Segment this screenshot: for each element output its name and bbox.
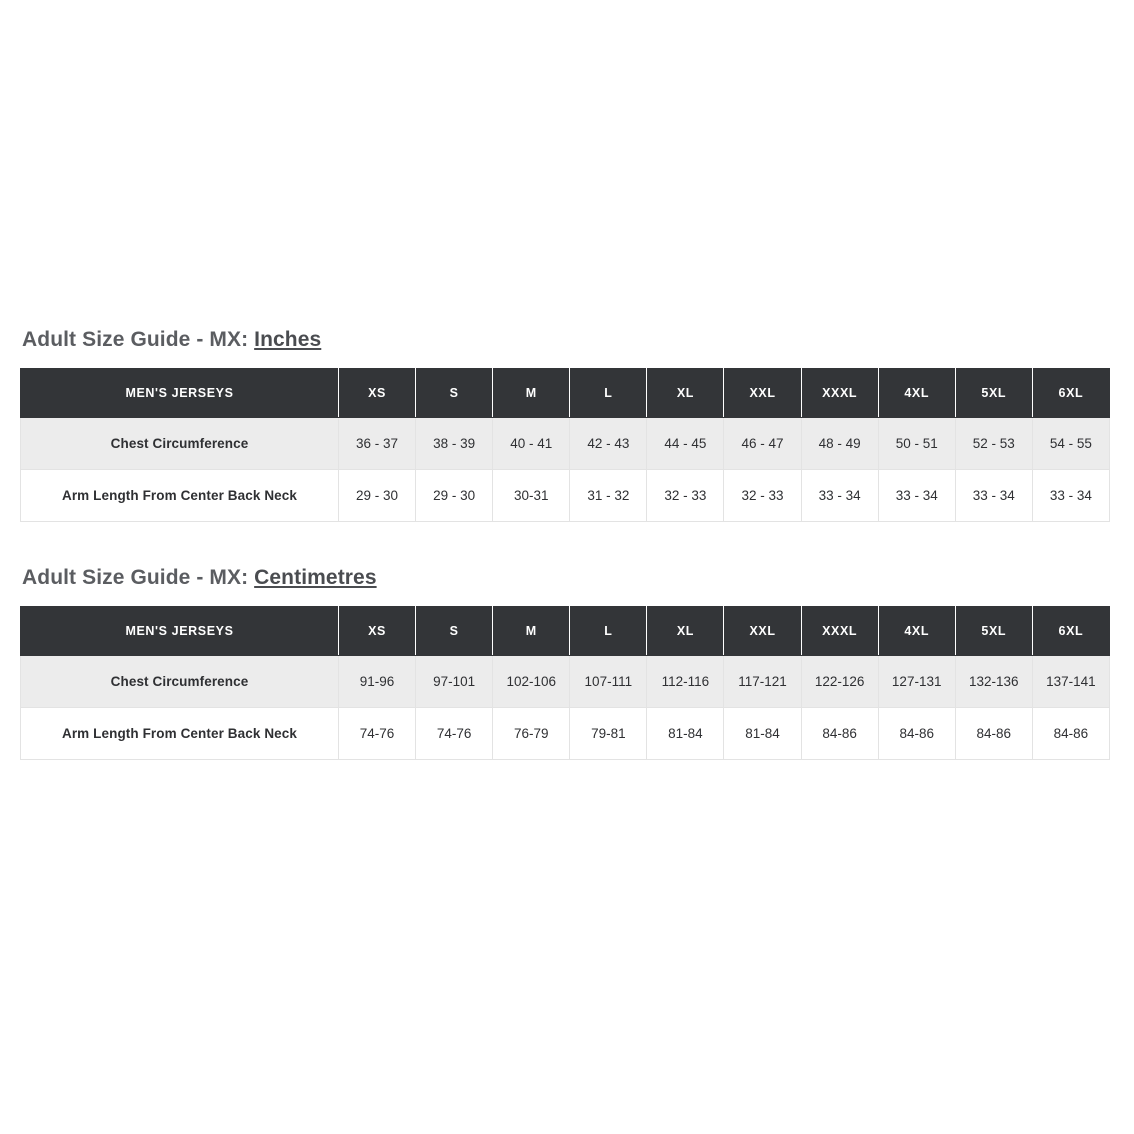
cell-arm-5xl: 33 - 34 xyxy=(955,470,1032,522)
cell-arm-l: 31 - 32 xyxy=(570,470,647,522)
column-header-xxl: XXL xyxy=(724,607,801,656)
cell-chest-xs: 91-96 xyxy=(339,656,416,708)
cell-arm-6xl: 33 - 34 xyxy=(1032,470,1109,522)
column-header-xxxl: XXXL xyxy=(801,607,878,656)
cell-arm-xl: 81-84 xyxy=(647,708,724,760)
cell-arm-4xl: 33 - 34 xyxy=(878,470,955,522)
row-label-chest-circumference: Chest Circumference xyxy=(21,656,339,708)
cell-chest-4xl: 50 - 51 xyxy=(878,418,955,470)
column-header-measurement: MEN'S JERSEYS xyxy=(21,369,339,418)
cell-chest-xxl: 117-121 xyxy=(724,656,801,708)
column-header-xxl: XXL xyxy=(724,369,801,418)
cell-chest-s: 38 - 39 xyxy=(416,418,493,470)
cell-arm-s: 74-76 xyxy=(416,708,493,760)
cell-arm-m: 76-79 xyxy=(493,708,570,760)
cell-chest-5xl: 132-136 xyxy=(955,656,1032,708)
table-header-inches xyxy=(21,369,1110,418)
cell-arm-s: 29 - 30 xyxy=(416,470,493,522)
column-header-4xl: 4XL xyxy=(878,607,955,656)
cell-chest-l: 107-111 xyxy=(570,656,647,708)
column-header-5xl: 5XL xyxy=(955,607,1032,656)
row-label-arm-length: Arm Length From Center Back Neck xyxy=(21,708,339,760)
cell-arm-l: 79-81 xyxy=(570,708,647,760)
size-guide-section-inches xyxy=(20,328,1114,522)
cell-chest-s: 97-101 xyxy=(416,656,493,708)
column-header-l: L xyxy=(570,369,647,418)
row-label-arm-length: Arm Length From Center Back Neck xyxy=(21,470,339,522)
cell-arm-xxxl: 84-86 xyxy=(801,708,878,760)
table-row xyxy=(21,708,1110,760)
table-row xyxy=(21,418,1110,470)
cell-arm-xxxl: 33 - 34 xyxy=(801,470,878,522)
cell-arm-4xl: 84-86 xyxy=(878,708,955,760)
cell-chest-xxxl: 48 - 49 xyxy=(801,418,878,470)
table-header-row xyxy=(21,607,1110,656)
cell-chest-m: 40 - 41 xyxy=(493,418,570,470)
section-title-prefix: Adult Size Guide - MX: xyxy=(22,328,249,351)
cell-arm-xxl: 32 - 33 xyxy=(724,470,801,522)
cell-arm-5xl: 84-86 xyxy=(955,708,1032,760)
table-body-centimetres xyxy=(21,656,1110,760)
column-header-measurement: MEN'S JERSEYS xyxy=(21,607,339,656)
cell-chest-xxxl: 122-126 xyxy=(801,656,878,708)
cell-chest-xxl: 46 - 47 xyxy=(724,418,801,470)
cell-arm-m: 30-31 xyxy=(493,470,570,522)
page-title-inches xyxy=(22,328,1114,352)
page-title-centimetres xyxy=(22,566,1114,590)
column-header-xl: XL xyxy=(647,607,724,656)
column-header-xl: XL xyxy=(647,369,724,418)
cell-arm-xs: 29 - 30 xyxy=(339,470,416,522)
column-header-xxxl: XXXL xyxy=(801,369,878,418)
cell-chest-4xl: 127-131 xyxy=(878,656,955,708)
cell-chest-6xl: 54 - 55 xyxy=(1032,418,1109,470)
cell-chest-6xl: 137-141 xyxy=(1032,656,1109,708)
section-title-prefix: Adult Size Guide - MX: xyxy=(22,566,249,589)
column-header-5xl: 5XL xyxy=(955,369,1032,418)
column-header-4xl: 4XL xyxy=(878,369,955,418)
cell-chest-xs: 36 - 37 xyxy=(339,418,416,470)
table-body-inches xyxy=(21,418,1110,522)
column-header-s: S xyxy=(416,607,493,656)
column-header-m: M xyxy=(493,607,570,656)
column-header-m: M xyxy=(493,369,570,418)
column-header-l: L xyxy=(570,607,647,656)
table-row xyxy=(21,656,1110,708)
cell-chest-m: 102-106 xyxy=(493,656,570,708)
column-header-6xl: 6XL xyxy=(1032,607,1109,656)
table-row xyxy=(21,470,1110,522)
cell-arm-xs: 74-76 xyxy=(339,708,416,760)
size-table-centimetres xyxy=(20,606,1110,760)
cell-chest-xl: 44 - 45 xyxy=(647,418,724,470)
section-title-unit: Inches xyxy=(254,328,322,351)
cell-arm-6xl: 84-86 xyxy=(1032,708,1109,760)
cell-chest-5xl: 52 - 53 xyxy=(955,418,1032,470)
table-header-centimetres xyxy=(21,607,1110,656)
column-header-xs: XS xyxy=(339,607,416,656)
column-header-s: S xyxy=(416,369,493,418)
section-title-unit: Centimetres xyxy=(254,566,377,589)
cell-arm-xl: 32 - 33 xyxy=(647,470,724,522)
column-header-xs: XS xyxy=(339,369,416,418)
table-header-row xyxy=(21,369,1110,418)
row-label-chest-circumference: Chest Circumference xyxy=(21,418,339,470)
size-table-inches xyxy=(20,368,1110,522)
cell-arm-xxl: 81-84 xyxy=(724,708,801,760)
size-guide-section-centimetres xyxy=(20,566,1114,760)
column-header-6xl: 6XL xyxy=(1032,369,1109,418)
cell-chest-l: 42 - 43 xyxy=(570,418,647,470)
cell-chest-xl: 112-116 xyxy=(647,656,724,708)
